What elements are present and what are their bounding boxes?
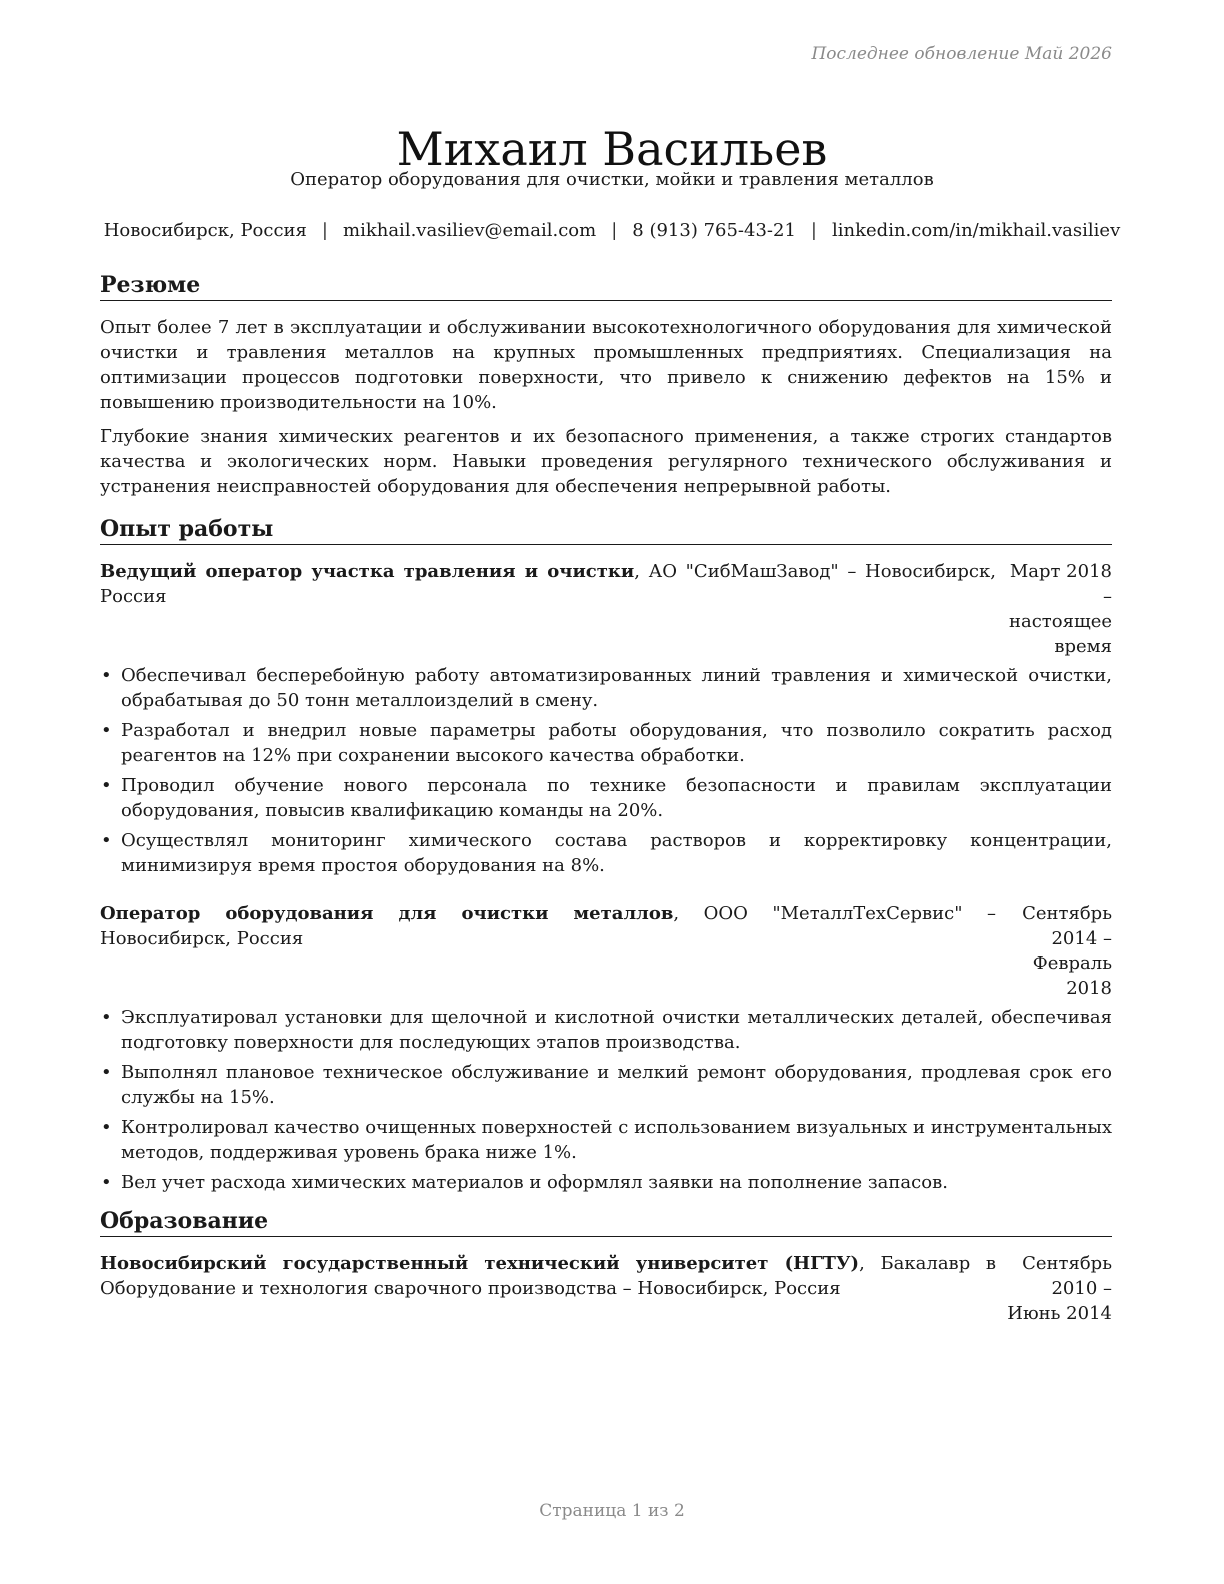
contact-linkedin[interactable]: linkedin.com/in/mikhail.vasiliev [832, 220, 1121, 241]
list-item: • Эксплуатировал установки для щелочной и кислотной очистки металлических деталей, обеспечивая подготовку поверхности для последующих этапов производства. [100, 1005, 1112, 1055]
section-title-experience: Опыт работы [100, 514, 1112, 545]
contact-separator: | [321, 220, 328, 241]
list-item: • Контролировал качество очищенных поверхностей с использованием визуальных и инструментальных методов, поддерживая уровень брака ниже 1%. [100, 1115, 1112, 1165]
candidate-name: Михаил Васильев [396, 121, 828, 176]
job-heading [100, 901, 996, 1001]
contact-row [0, 218, 1224, 244]
job-header [100, 559, 1112, 659]
resume-body [100, 270, 1112, 1326]
contact-separator: | [810, 220, 817, 241]
list-item: • Обеспечивал бесперебойную работу автоматизированных линий травления и химической очистки, обрабатывая до 50 тонн металлоизделий в смену. [100, 663, 1112, 713]
job-title: Оператор оборудования для очистки, мойки и травления металлов [290, 169, 934, 190]
job-entry [100, 901, 1112, 1195]
job-org: , АО "СибМашЗавод" – Новосибирск, Россия [100, 561, 996, 607]
list-item: • Проводил обучение нового персонала по технике безопасности и правилам эксплуатации оборудования, повысив квалификацию команды на 20%. [100, 773, 1112, 823]
section-title-summary: Резюме [100, 270, 1112, 301]
education-details: , Бакалавр в Оборудование и технология сварочного производства – Новосибирск, Россия [100, 1253, 996, 1299]
job-org: , ООО "МеталлТехСервис" – Новосибирск, Россия [100, 903, 996, 949]
summary-paragraph: Глубокие знания химических реагентов и их безопасного применения, а также строгих стандартов качества и экологических норм. Навыки проведения регулярного технического обслуживания и устранения неисправностей оборудования для обеспечения непрерывной работы. [100, 426, 1112, 497]
job-role: Ведущий оператор участка травления и очистки [100, 561, 635, 582]
section-title-education: Образование [100, 1206, 1112, 1237]
summary-section [100, 270, 1112, 499]
list-item: • Разработал и внедрил новые параметры работы оборудования, что позволило сократить расход реагентов на 12% при сохранении высокого качества обработки. [100, 718, 1112, 768]
education-entry [100, 1251, 1112, 1326]
job-header [100, 901, 1112, 1001]
job-bullets [100, 1005, 1112, 1195]
education-school: Новосибирский государственный технический университет (НГТУ) [100, 1253, 860, 1274]
job-dates: Сентябрь 2014 – Февраль 2018 [1022, 903, 1112, 999]
summary-paragraph: Опыт более 7 лет в эксплуатации и обслуживании высокотехнологичного оборудования для химической очистки и травления металлов на крупных промышленных предприятиях. Специализация на оптимизации процессов подготовки поверхности, что привело к снижению дефектов на 15% и повышению производительности на 10%. [100, 317, 1112, 413]
page-number: Страница 1 из 2 [539, 1501, 685, 1521]
list-item: • Осуществлял мониторинг химического состава растворов и корректировку концентрации, минимизируя время простоя оборудования на 8%. [100, 828, 1112, 878]
job-bullets [100, 663, 1112, 878]
contact-email[interactable]: mikhail.vasiliev@email.com [343, 220, 597, 241]
education-heading [100, 1251, 996, 1326]
contact-separator: | [611, 220, 618, 241]
job-heading [100, 559, 996, 659]
job-role: Оператор оборудования для очистки металлов [100, 903, 674, 924]
last-updated: Последнее обновление Май 2026 [811, 44, 1112, 64]
contact-phone[interactable]: 8 (913) 765-43-21 [632, 220, 796, 241]
education-section [100, 1206, 1112, 1326]
contact-location: Новосибирск, Россия [103, 220, 307, 241]
job-entry [100, 559, 1112, 878]
list-item: • Вел учет расхода химических материалов и оформлял заявки на пополнение запасов. [100, 1170, 1112, 1195]
education-dates: Сентябрь 2010 – Июнь 2014 [1007, 1253, 1112, 1324]
experience-section [100, 514, 1112, 1195]
job-dates: Март 2018 – настоящее время [1009, 561, 1112, 657]
list-item: • Выполнял плановое техническое обслуживание и мелкий ремонт оборудования, продлевая срок его службы на 15%. [100, 1060, 1112, 1110]
